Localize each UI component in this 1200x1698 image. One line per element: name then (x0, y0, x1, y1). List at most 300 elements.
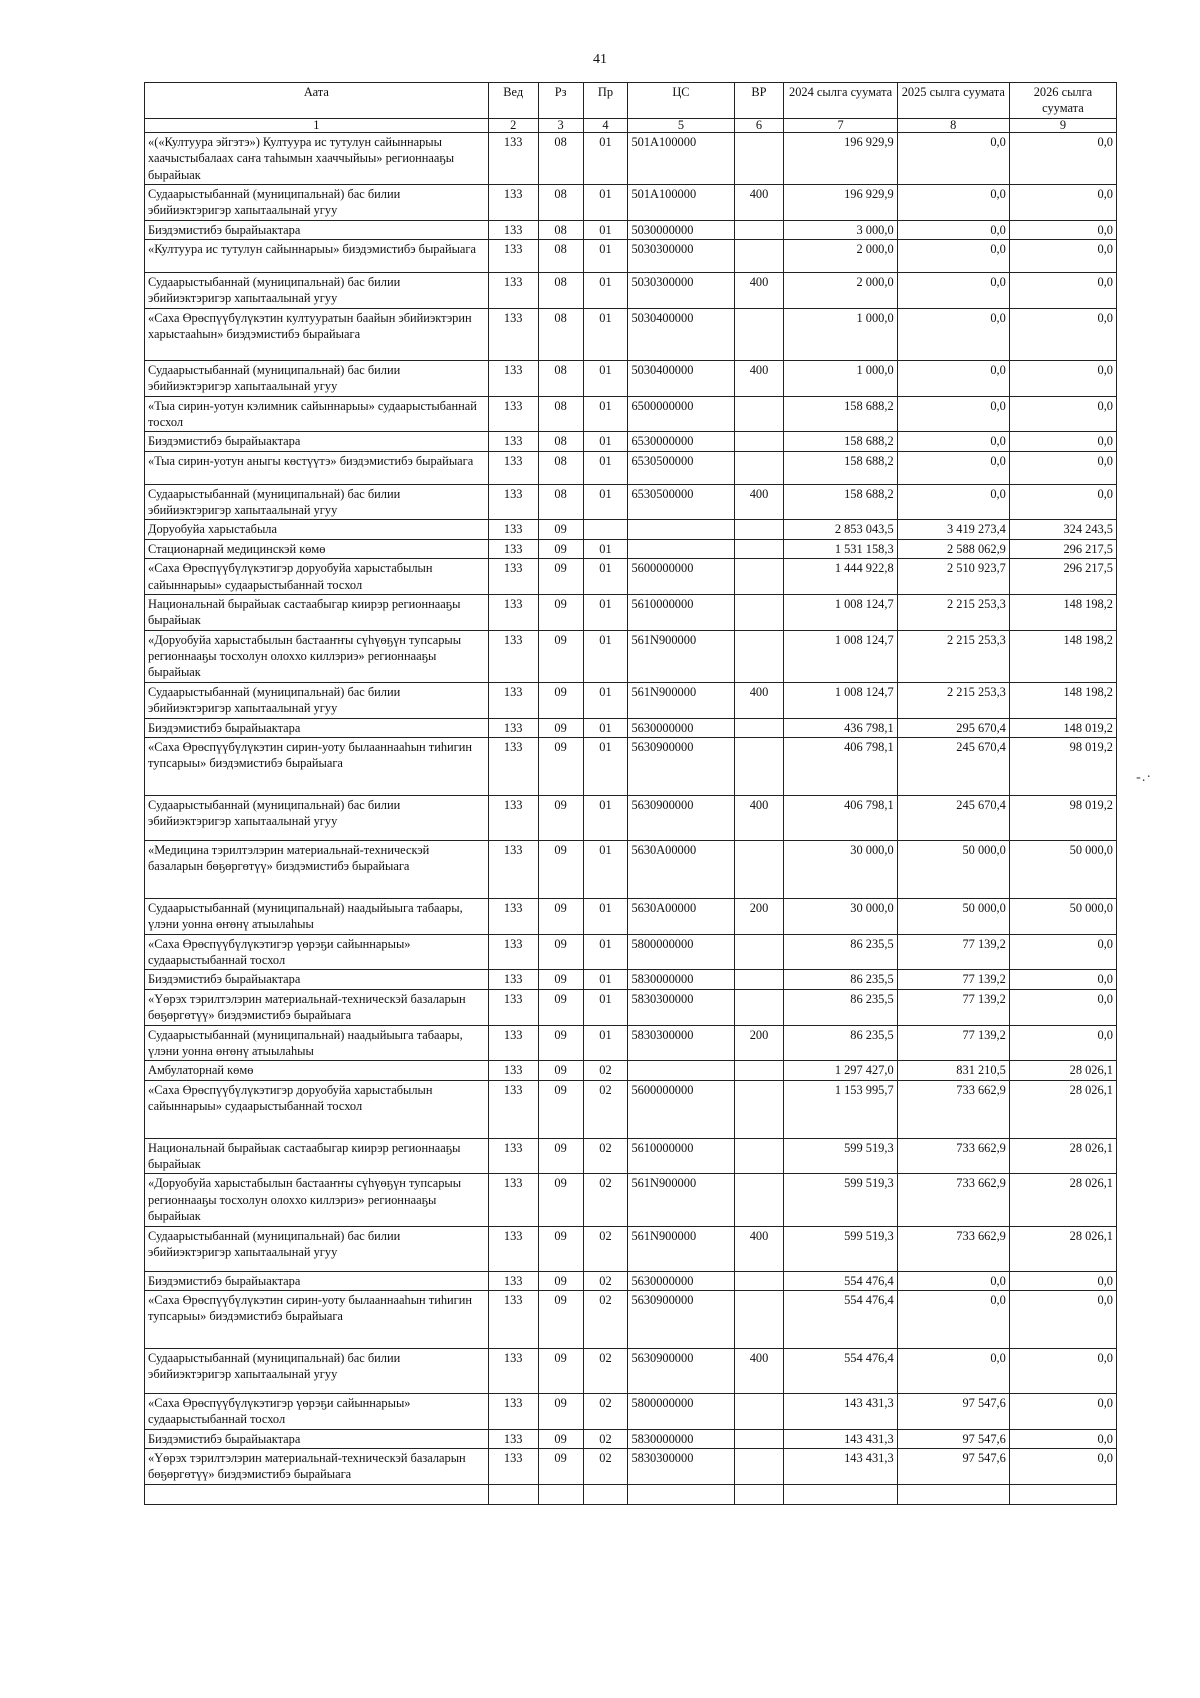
table-row (145, 1290, 1117, 1348)
row-value-2024: 1 008 124,7 (784, 594, 897, 630)
row-name: Биэдэмистибэ бырайыактара (145, 970, 489, 989)
row-ved: 133 (488, 1061, 538, 1080)
row-pr: 01 (583, 451, 628, 484)
row-cs: 5610000000 (628, 594, 734, 630)
row-cs: 5630000000 (628, 1271, 734, 1290)
row-value-2024: 30 000,0 (784, 840, 897, 898)
row-value-2025: 97 547,6 (897, 1429, 1009, 1448)
row-value-2024: 554 476,4 (784, 1271, 897, 1290)
row-value-2025: 77 139,2 (897, 934, 1009, 970)
empty-cell (1009, 1484, 1116, 1504)
table-row (145, 484, 1117, 520)
row-ved: 133 (488, 970, 538, 989)
row-pr: 01 (583, 273, 628, 309)
row-ved: 133 (488, 1393, 538, 1429)
row-value-2026: 0,0 (1009, 396, 1116, 432)
row-ved: 133 (488, 989, 538, 1025)
row-pr: 02 (583, 1393, 628, 1429)
row-name: «Саха Өрөспүүбүлүкэтин сирин-уоту былааннааһын тиһигин тупсарыы» биэдэмистибэ бырайыага (145, 1290, 489, 1348)
row-cs: 6530500000 (628, 484, 734, 520)
row-value-2026: 0,0 (1009, 970, 1116, 989)
row-name: Судаарыстыбаннай (муниципальнай) бас билии эбийиэктэригэр хапытаалынай угуу (145, 360, 489, 396)
header-name: Аата (145, 83, 489, 119)
row-value-2025: 733 662,9 (897, 1080, 1009, 1138)
row-rz: 09 (538, 1080, 583, 1138)
row-cs: 5630900000 (628, 795, 734, 840)
row-ved: 133 (488, 451, 538, 484)
row-value-2025: 77 139,2 (897, 970, 1009, 989)
row-name: Биэдэмистибэ бырайыактара (145, 718, 489, 737)
row-ved: 133 (488, 559, 538, 595)
row-ved: 133 (488, 1226, 538, 1271)
row-value-2025: 2 510 923,7 (897, 559, 1009, 595)
row-rz: 09 (538, 1138, 583, 1174)
row-value-2026: 50 000,0 (1009, 898, 1116, 934)
row-value-2024: 143 431,3 (784, 1393, 897, 1429)
row-value-2025: 0,0 (897, 308, 1009, 360)
row-pr: 02 (583, 1080, 628, 1138)
row-name: «Култуура ис тутулун сайыннарыы» биэдэмистибэ бырайыага (145, 240, 489, 273)
row-ved: 133 (488, 795, 538, 840)
row-value-2026: 148 198,2 (1009, 630, 1116, 682)
row-value-2026: 0,0 (1009, 273, 1116, 309)
header-rz: Рз (538, 83, 583, 119)
row-value-2024: 599 519,3 (784, 1174, 897, 1226)
row-rz: 08 (538, 360, 583, 396)
row-name: Судаарыстыбаннай (муниципальнай) бас билии эбийиэктэригэр хапытаалынай угуу (145, 184, 489, 220)
row-value-2026: 0,0 (1009, 1271, 1116, 1290)
table-row (145, 360, 1117, 396)
row-rz: 09 (538, 970, 583, 989)
row-name: «Саха Өрөспүүбүлүкэтигэр үөрэҕи сайыннарыы» судаарыстыбаннай тосхол (145, 1393, 489, 1429)
row-cs: 6530000000 (628, 432, 734, 451)
header-year-2025: 2025 сылга суумата (897, 83, 1009, 119)
row-ved: 133 (488, 1138, 538, 1174)
column-number: 8 (897, 118, 1009, 132)
row-ved: 133 (488, 630, 538, 682)
row-value-2024: 599 519,3 (784, 1138, 897, 1174)
table-row (145, 451, 1117, 484)
row-value-2025: 0,0 (897, 132, 1009, 184)
row-value-2026: 0,0 (1009, 360, 1116, 396)
table-row (145, 1025, 1117, 1061)
table-row (145, 220, 1117, 239)
row-cs: 561N900000 (628, 630, 734, 682)
row-value-2025: 77 139,2 (897, 989, 1009, 1025)
table-row-empty (145, 1484, 1117, 1504)
row-ved: 133 (488, 132, 538, 184)
row-cs: 5630000000 (628, 718, 734, 737)
row-cs: 5630900000 (628, 1348, 734, 1393)
row-value-2025: 245 670,4 (897, 795, 1009, 840)
row-cs: 561N900000 (628, 1174, 734, 1226)
row-vr (734, 989, 784, 1025)
table-row (145, 630, 1117, 682)
row-value-2025: 97 547,6 (897, 1449, 1009, 1485)
row-value-2024: 143 431,3 (784, 1429, 897, 1448)
row-pr: 01 (583, 484, 628, 520)
row-cs: 561N900000 (628, 682, 734, 718)
scan-artifact: -.· (1136, 770, 1152, 785)
row-pr: 01 (583, 360, 628, 396)
header-row (145, 83, 1117, 119)
table-row (145, 132, 1117, 184)
row-ved: 133 (488, 396, 538, 432)
row-vr: 400 (734, 273, 784, 309)
row-value-2026: 0,0 (1009, 240, 1116, 273)
row-value-2024: 554 476,4 (784, 1290, 897, 1348)
table-body (145, 132, 1117, 1504)
row-cs: 5830300000 (628, 1025, 734, 1061)
empty-cell (145, 1484, 489, 1504)
row-name: «Үөрэх тэрилтэлэрин материальнай-техническэй базаларын бөҕөргөтүү» биэдэмистибэ бырайыага (145, 989, 489, 1025)
row-rz: 08 (538, 432, 583, 451)
row-value-2024: 143 431,3 (784, 1449, 897, 1485)
row-rz: 09 (538, 1348, 583, 1393)
table-row (145, 273, 1117, 309)
row-value-2026: 0,0 (1009, 1393, 1116, 1429)
row-ved: 133 (488, 1290, 538, 1348)
row-cs: 5630900000 (628, 1290, 734, 1348)
row-vr (734, 630, 784, 682)
row-name: Стационарнай медицинскэй көмө (145, 539, 489, 558)
row-value-2024: 30 000,0 (784, 898, 897, 934)
row-vr (734, 432, 784, 451)
header-year-2024: 2024 сылга суумата (784, 83, 897, 119)
row-cs: 5610000000 (628, 1138, 734, 1174)
row-pr: 01 (583, 240, 628, 273)
row-value-2026: 0,0 (1009, 1290, 1116, 1348)
row-name: Национальнай бырайыак састаабыгар киирэр регионнааҕы бырайыак (145, 594, 489, 630)
row-name: «Саха Өрөспүүбүлүкэтин сирин-уоту былааннааһын тиһигин тупсарыы» биэдэмистибэ бырайыага (145, 737, 489, 795)
row-value-2025: 245 670,4 (897, 737, 1009, 795)
table-row (145, 795, 1117, 840)
row-rz: 08 (538, 220, 583, 239)
row-value-2024: 1 000,0 (784, 308, 897, 360)
row-vr (734, 1393, 784, 1429)
row-name: Биэдэмистибэ бырайыактара (145, 1429, 489, 1448)
table-row (145, 539, 1117, 558)
row-name: Судаарыстыбаннай (муниципальнай) бас билии эбийиэктэригэр хапытаалынай угуу (145, 1348, 489, 1393)
row-ved: 133 (488, 220, 538, 239)
row-vr (734, 539, 784, 558)
row-rz: 09 (538, 1061, 583, 1080)
row-cs (628, 539, 734, 558)
row-rz: 09 (538, 594, 583, 630)
table-row (145, 1138, 1117, 1174)
page-number: 41 (593, 52, 607, 67)
row-pr: 01 (583, 559, 628, 595)
row-value-2026: 28 026,1 (1009, 1138, 1116, 1174)
row-cs: 6500000000 (628, 396, 734, 432)
column-number: 3 (538, 118, 583, 132)
row-value-2025: 2 215 253,3 (897, 594, 1009, 630)
row-vr (734, 1290, 784, 1348)
row-name: «Медицина тэрилтэлэрин материальнай-техническэй базаларын бөҕөргөтүү» биэдэмистибэ бырайыага (145, 840, 489, 898)
table-row (145, 594, 1117, 630)
table-row (145, 1226, 1117, 1271)
row-cs: 5800000000 (628, 1393, 734, 1429)
table-row (145, 682, 1117, 718)
row-name: Амбулаторнай көмө (145, 1061, 489, 1080)
header-vr: ВР (734, 83, 784, 119)
row-value-2026: 98 019,2 (1009, 737, 1116, 795)
row-value-2024: 158 688,2 (784, 451, 897, 484)
row-value-2024: 86 235,5 (784, 970, 897, 989)
row-pr: 02 (583, 1061, 628, 1080)
row-value-2026: 148 198,2 (1009, 594, 1116, 630)
row-vr (734, 132, 784, 184)
table-row (145, 308, 1117, 360)
row-value-2025: 0,0 (897, 1271, 1009, 1290)
table-row (145, 1271, 1117, 1290)
row-value-2024: 86 235,5 (784, 1025, 897, 1061)
row-value-2025: 733 662,9 (897, 1226, 1009, 1271)
row-value-2026: 98 019,2 (1009, 795, 1116, 840)
empty-cell (784, 1484, 897, 1504)
row-cs (628, 1061, 734, 1080)
row-vr: 400 (734, 360, 784, 396)
row-vr (734, 1061, 784, 1080)
row-vr: 400 (734, 795, 784, 840)
row-cs (628, 520, 734, 539)
row-value-2024: 1 008 124,7 (784, 682, 897, 718)
row-vr (734, 1429, 784, 1448)
row-pr: 01 (583, 184, 628, 220)
row-value-2026: 296 217,5 (1009, 539, 1116, 558)
row-value-2024: 196 929,9 (784, 132, 897, 184)
row-name: Судаарыстыбаннай (муниципальнай) бас билии эбийиэктэригэр хапытаалынай угуу (145, 682, 489, 718)
row-value-2026: 0,0 (1009, 1429, 1116, 1448)
row-vr (734, 308, 784, 360)
row-pr: 01 (583, 718, 628, 737)
row-vr (734, 220, 784, 239)
empty-cell (628, 1484, 734, 1504)
row-value-2025: 0,0 (897, 220, 1009, 239)
row-cs: 5630900000 (628, 737, 734, 795)
row-pr: 02 (583, 1429, 628, 1448)
row-rz: 09 (538, 1290, 583, 1348)
table-row (145, 1061, 1117, 1080)
row-pr: 01 (583, 934, 628, 970)
row-value-2025: 733 662,9 (897, 1138, 1009, 1174)
row-value-2026: 50 000,0 (1009, 840, 1116, 898)
row-vr (734, 520, 784, 539)
table-row (145, 934, 1117, 970)
row-value-2026: 148 198,2 (1009, 682, 1116, 718)
table-row (145, 737, 1117, 795)
row-vr: 400 (734, 484, 784, 520)
row-pr: 01 (583, 737, 628, 795)
row-vr: 400 (734, 1226, 784, 1271)
row-pr: 01 (583, 594, 628, 630)
table-row (145, 989, 1117, 1025)
row-pr: 02 (583, 1174, 628, 1226)
row-value-2024: 1 444 922,8 (784, 559, 897, 595)
row-value-2024: 1 008 124,7 (784, 630, 897, 682)
row-value-2026: 0,0 (1009, 1025, 1116, 1061)
table-row (145, 432, 1117, 451)
row-value-2025: 295 670,4 (897, 718, 1009, 737)
row-cs: 5030000000 (628, 220, 734, 239)
row-pr: 01 (583, 898, 628, 934)
row-name: «Тыа сирин-уотун кэлимник сайыннарыы» судаарыстыбаннай тосхол (145, 396, 489, 432)
row-rz: 09 (538, 630, 583, 682)
row-name: «Доруобуйа харыстабылын бастааҥҥы сүһүөҕүн тупсарыы регионнааҕы тосхолун олоххо киллэриэ» регионнааҕы бырайыак (145, 630, 489, 682)
row-cs: 5030300000 (628, 273, 734, 309)
row-value-2024: 1 000,0 (784, 360, 897, 396)
row-pr: 01 (583, 840, 628, 898)
row-vr (734, 396, 784, 432)
row-rz: 09 (538, 1271, 583, 1290)
row-ved: 133 (488, 273, 538, 309)
row-value-2024: 406 798,1 (784, 795, 897, 840)
row-vr (734, 1271, 784, 1290)
row-value-2025: 0,0 (897, 432, 1009, 451)
row-rz: 09 (538, 559, 583, 595)
row-value-2025: 2 215 253,3 (897, 630, 1009, 682)
table-row (145, 1080, 1117, 1138)
row-value-2025: 50 000,0 (897, 840, 1009, 898)
table-row (145, 718, 1117, 737)
row-rz: 09 (538, 1393, 583, 1429)
row-value-2026: 0,0 (1009, 451, 1116, 484)
row-cs: 501A100000 (628, 184, 734, 220)
row-value-2024: 158 688,2 (784, 396, 897, 432)
row-vr (734, 840, 784, 898)
row-ved: 133 (488, 484, 538, 520)
row-ved: 133 (488, 594, 538, 630)
row-value-2024: 1 297 427,0 (784, 1061, 897, 1080)
row-ved: 133 (488, 682, 538, 718)
row-vr: 400 (734, 184, 784, 220)
header-ved: Вед (488, 83, 538, 119)
row-value-2024: 2 853 043,5 (784, 520, 897, 539)
row-value-2026: 0,0 (1009, 132, 1116, 184)
row-value-2024: 2 000,0 (784, 240, 897, 273)
column-number: 1 (145, 118, 489, 132)
row-rz: 09 (538, 539, 583, 558)
row-rz: 08 (538, 451, 583, 484)
row-ved: 133 (488, 539, 538, 558)
row-ved: 133 (488, 1449, 538, 1485)
row-pr: 01 (583, 220, 628, 239)
column-number: 2 (488, 118, 538, 132)
row-value-2024: 436 798,1 (784, 718, 897, 737)
row-cs: 5800000000 (628, 934, 734, 970)
row-ved: 133 (488, 308, 538, 360)
row-vr (734, 970, 784, 989)
header-pr: Пр (583, 83, 628, 119)
table-row (145, 184, 1117, 220)
row-rz: 09 (538, 1174, 583, 1226)
row-ved: 133 (488, 1348, 538, 1393)
row-pr: 01 (583, 682, 628, 718)
row-value-2024: 86 235,5 (784, 934, 897, 970)
row-value-2026: 28 026,1 (1009, 1061, 1116, 1080)
row-pr: 01 (583, 795, 628, 840)
table-row (145, 970, 1117, 989)
row-value-2026: 28 026,1 (1009, 1226, 1116, 1271)
header-year-2026: 2026 сылга суумата (1009, 83, 1116, 119)
row-value-2025: 0,0 (897, 451, 1009, 484)
row-vr: 200 (734, 898, 784, 934)
row-ved: 133 (488, 934, 538, 970)
table-row (145, 1393, 1117, 1429)
row-rz: 09 (538, 737, 583, 795)
row-value-2024: 196 929,9 (784, 184, 897, 220)
row-value-2026: 0,0 (1009, 220, 1116, 239)
row-value-2024: 599 519,3 (784, 1226, 897, 1271)
row-cs: 561N900000 (628, 1226, 734, 1271)
row-cs: 5630A00000 (628, 898, 734, 934)
row-name: Судаарыстыбаннай (муниципальнай) наадыйыыга табаары, үлэни уонна өҥөнү атыылаһыы (145, 1025, 489, 1061)
row-value-2026: 324 243,5 (1009, 520, 1116, 539)
table-row (145, 840, 1117, 898)
row-name: «(«Култуура эйгэтэ») Култуура ис тутулун сайыннарыы хаачыстыбалаах саҥа таһымын хааччыйыы» регионнааҕы бырайыак (145, 132, 489, 184)
row-value-2025: 50 000,0 (897, 898, 1009, 934)
row-value-2024: 158 688,2 (784, 432, 897, 451)
row-rz: 08 (538, 396, 583, 432)
column-number: 7 (784, 118, 897, 132)
row-value-2026: 296 217,5 (1009, 559, 1116, 595)
row-value-2026: 0,0 (1009, 308, 1116, 360)
row-rz: 09 (538, 898, 583, 934)
column-number: 9 (1009, 118, 1116, 132)
row-value-2025: 2 588 062,9 (897, 539, 1009, 558)
row-name: «Саха Өрөспүүбүлүкэтин култууратын баайын эбийиэктэрин харыстааһын» биэдэмистибэ бырайыага (145, 308, 489, 360)
row-value-2026: 0,0 (1009, 184, 1116, 220)
row-value-2025: 3 419 273,4 (897, 520, 1009, 539)
row-name: Доруобуйа харыстабыла (145, 520, 489, 539)
row-pr: 01 (583, 308, 628, 360)
row-cs: 6530500000 (628, 451, 734, 484)
row-value-2024: 86 235,5 (784, 989, 897, 1025)
empty-cell (897, 1484, 1009, 1504)
row-ved: 133 (488, 1429, 538, 1448)
row-pr (583, 520, 628, 539)
row-name: «Тыа сирин-уотун аныгы көстүүтэ» биэдэмистибэ бырайыага (145, 451, 489, 484)
row-value-2025: 0,0 (897, 1348, 1009, 1393)
table-row (145, 1348, 1117, 1393)
row-cs: 5600000000 (628, 559, 734, 595)
row-value-2026: 0,0 (1009, 934, 1116, 970)
row-cs: 5830000000 (628, 970, 734, 989)
row-vr (734, 1138, 784, 1174)
row-value-2024: 3 000,0 (784, 220, 897, 239)
row-ved: 133 (488, 1271, 538, 1290)
row-rz: 08 (538, 132, 583, 184)
table-row (145, 396, 1117, 432)
row-vr (734, 718, 784, 737)
empty-cell (488, 1484, 538, 1504)
row-ved: 133 (488, 1025, 538, 1061)
row-value-2026: 0,0 (1009, 1449, 1116, 1485)
row-value-2025: 733 662,9 (897, 1174, 1009, 1226)
row-ved: 133 (488, 432, 538, 451)
row-value-2026: 0,0 (1009, 989, 1116, 1025)
row-value-2024: 1 153 995,7 (784, 1080, 897, 1138)
row-pr: 02 (583, 1138, 628, 1174)
row-cs: 5030300000 (628, 240, 734, 273)
row-rz: 09 (538, 1449, 583, 1485)
row-name: Национальнай бырайыак састаабыгар киирэр регионнааҕы бырайыак (145, 1138, 489, 1174)
table-row (145, 1429, 1117, 1448)
column-number: 5 (628, 118, 734, 132)
row-rz: 09 (538, 1025, 583, 1061)
row-pr: 02 (583, 1449, 628, 1485)
row-ved: 133 (488, 1080, 538, 1138)
